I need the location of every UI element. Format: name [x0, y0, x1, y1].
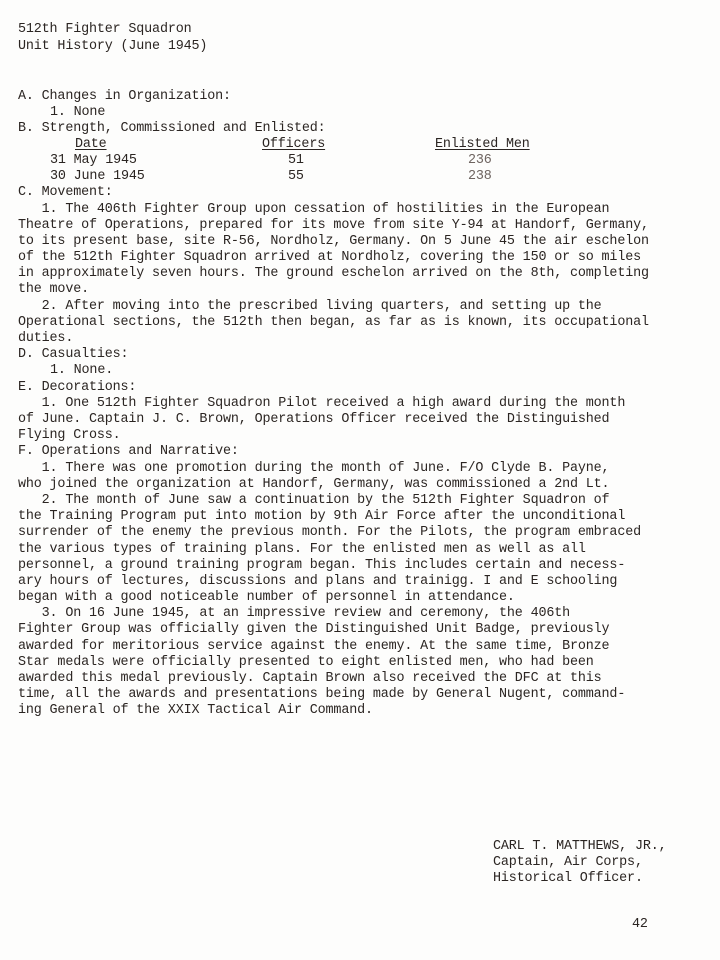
paragraph-line: Theatre of Operations, prepared for its move from site Y-94 at Handorf, Germany, — [18, 218, 649, 233]
document-subtitle: Unit History (June 1945) — [18, 39, 208, 54]
table-row-date: 31 May 1945 — [50, 153, 137, 168]
signature-rank: Captain, Air Corps, — [493, 855, 643, 870]
paragraph-line: personnel, a ground training program began. This includes certain and necess- — [18, 558, 626, 573]
paragraph-line: 2. After moving into the prescribed living quarters, and setting up the — [18, 299, 602, 314]
paragraph-line: Flying Cross. — [18, 428, 121, 443]
section-a-item: 1. None — [50, 105, 106, 120]
paragraph-line: awarded this medal previously. Captain Brown also received the DFC at this — [18, 671, 602, 686]
paragraph-line: 2. The month of June saw a continuation by the 512th Fighter Squadron of — [18, 493, 610, 508]
paragraph-line: the various types of training plans. For the enlisted men as well as all — [18, 542, 586, 557]
section-d-item: 1. None. — [50, 363, 114, 378]
signature-name: CARL T. MATTHEWS, JR., — [493, 839, 667, 854]
table-header-enlisted: Enlisted Men — [435, 137, 530, 152]
paragraph-line: the Training Program put into motion by 9th Air Force after the unconditional — [18, 509, 626, 524]
paragraph-line: duties. — [18, 331, 74, 346]
paragraph-line: 1. One 512th Fighter Squadron Pilot received a high award during the month — [18, 396, 626, 411]
section-d-heading: D. Casualties: — [18, 347, 129, 362]
paragraph-line: of June. Captain J. C. Brown, Operations Officer received the Distinguished — [18, 412, 610, 427]
paragraph-line: 1. There was one promotion during the month of June. F/O Clyde B. Payne, — [18, 461, 610, 476]
paragraph-line: to its present base, site R-56, Nordholz, Germany. On 5 June 45 the air eschelon — [18, 234, 649, 249]
document-title: 512th Fighter Squadron — [18, 22, 192, 37]
paragraph-line: in approximately seven hours. The ground eschelon arrived on the 8th, completing — [18, 266, 649, 281]
section-c-heading: C. Movement: — [18, 185, 113, 200]
paragraph-line: awarded for meritorious service against the enemy. At the same time, Bronze — [18, 639, 610, 654]
paragraph-line: the move. — [18, 282, 89, 297]
table-row-enlisted: 236 — [468, 153, 492, 168]
section-a-heading: A. Changes in Organization: — [18, 89, 231, 104]
paragraph-line: Fighter Group was officially given the Distinguished Unit Badge, previously — [18, 622, 610, 637]
section-e-heading: E. Decorations: — [18, 380, 137, 395]
paragraph-line: Operational sections, the 512th then began, as far as is known, its occupational — [18, 315, 649, 330]
paragraph-line: 3. On 16 June 1945, at an impressive review and ceremony, the 406th — [18, 606, 570, 621]
paragraph-line: 1. The 406th Fighter Group upon cessation of hostilities in the European — [18, 202, 610, 217]
table-row-officers: 55 — [288, 169, 304, 184]
page-number: 42 — [632, 917, 648, 932]
paragraph-line: of the 512th Fighter Squadron arrived at Nordholz, covering the 150 or so miles — [18, 250, 641, 265]
paragraph-line: Star medals were officially presented to eight enlisted men, who had been — [18, 655, 594, 670]
table-row-date: 30 June 1945 — [50, 169, 145, 184]
paragraph-line: ary hours of lectures, discussions and plans and trainigg. I and E schooling — [18, 574, 618, 589]
section-f-heading: F. Operations and Narrative: — [18, 444, 239, 459]
paragraph-line: time, all the awards and presentations being made by General Nugent, command- — [18, 687, 626, 702]
paragraph-line: began with a good noticeable number of personnel in attendance. — [18, 590, 515, 605]
table-header-date: Date — [75, 137, 107, 152]
section-b-heading: B. Strength, Commissioned and Enlisted: — [18, 121, 326, 136]
paragraph-line: who joined the organization at Handorf, Germany, was commissioned a 2nd Lt. — [18, 477, 610, 492]
paragraph-line: ing General of the XXIX Tactical Air Command. — [18, 703, 373, 718]
table-row-enlisted: 238 — [468, 169, 492, 184]
paragraph-line: surrender of the enemy the previous month. For the Pilots, the program embraced — [18, 525, 641, 540]
signature-title: Historical Officer. — [493, 871, 643, 886]
table-header-officers: Officers — [262, 137, 326, 152]
table-row-officers: 51 — [288, 153, 304, 168]
